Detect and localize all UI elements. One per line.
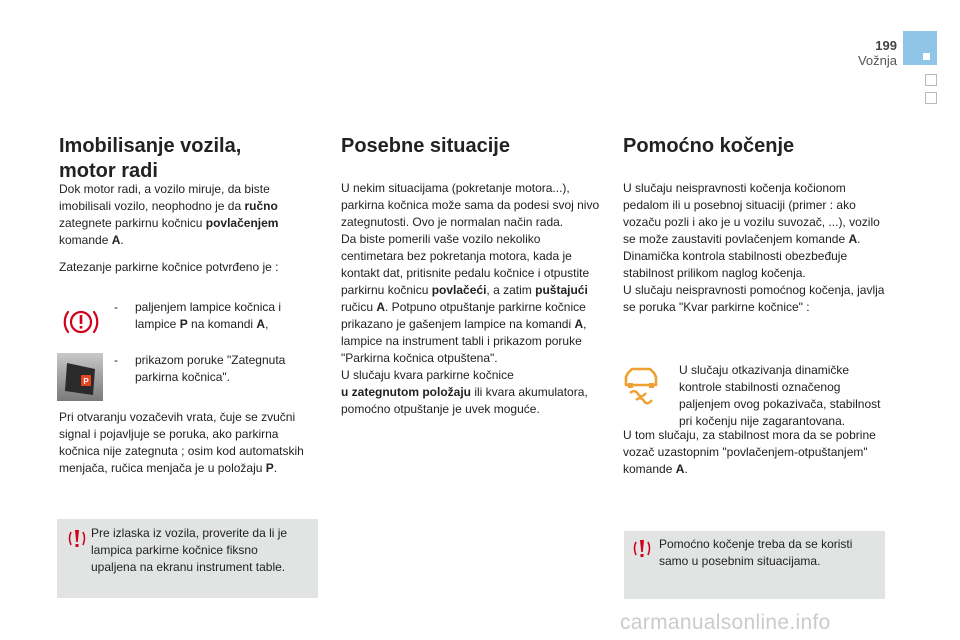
paragraph: Zatezanje parkirne kočnice potvrđeno je : (59, 260, 279, 274)
svg-text:P: P (83, 377, 89, 386)
parking-brake-switch-icon (57, 353, 103, 401)
exclamation-warning-icon (632, 539, 652, 559)
section-title-immobilising: Imobilisanje vozila, motor radi (59, 135, 242, 182)
paragraph: Dok motor radi, a vozilo miruje, da biste imobilisali vozilo, neophodno je da ručno zategnete parkirnu kočnicu povlačenjem komande A. (59, 182, 279, 247)
chapter-title: Vožnja (857, 53, 897, 68)
paragraph: U slučaju neispravnosti kočenja kočionom pedalom ili u posebnoj situaciji (primer : ako vozaču pozli i ako je u vozilu suvozač, ...), vozilo se može zaustaviti povlačenjem komande A. Dinamička kontrola stabilnosti obezbeđuje stabilnost prilikom naglog kočenja. U slučaju neispravnosti pomoćnog kočenja, javlja se poruka "Kvar parkirne kočnice" : (623, 181, 885, 314)
paragraph: U tom slučaju, za stabilnost mora da se pobrine vozač uzastopnim "povlačenjem-otpuštanjem" komande A. (623, 428, 876, 476)
list-dash: - (114, 300, 118, 314)
list-item-text: paljenjem lampice kočnica i lampice P na komandi A, (135, 300, 282, 331)
watermark: carmanualsonline.info (620, 611, 831, 634)
paragraph: U slučaju otkazivanja dinamičke kontrole stabilnosti označenog paljenjem ovog pokazivača, stabilnost pri kočenju nije zagarantovana. (679, 363, 881, 428)
paragraph: Pri otvaranju vozačevih vrata, čuje se zvučni signal i pojavljuje se poruka, ako parkirna kočnica nije zategnuta ; osim kod automatskih menjača, ručica menjača je u položaju P. (59, 410, 304, 475)
chapter-tab (925, 74, 937, 86)
chapter-tab-active (903, 31, 937, 65)
warning-note (624, 531, 885, 599)
warning-note-text: Pomoćno kočenje treba da se koristi samo u posebnim situacijama. (659, 537, 853, 568)
brake-warning-icon (61, 302, 101, 342)
section-title-special-situations: Posebne situacije (341, 135, 510, 157)
warning-note (57, 519, 318, 598)
chapter-tab (925, 92, 937, 104)
list-dash: - (114, 353, 118, 367)
warning-note-text: Pre izlaska iz vozila, proverite da li je lampica parkirne kočnice fiksno upaljena na ekranu instrument table. (91, 526, 288, 574)
page-number: 199 (875, 38, 897, 53)
exclamation-warning-icon (67, 529, 87, 549)
section-title-emergency-braking: Pomoćno kočenje (623, 135, 795, 157)
paragraph: U nekim situacijama (pokretanje motora...), parkirna kočnica može sama da podesi svoj nivo zategnutosti. Ovo je normalan način rada. Da biste pomerili vaše vozilo nekoliko centimetara bez pokretanja motora, kada je kontakt dat, pritisnite pedalu kočnice i otpustite parkirnu kočnicu povlačeći, a zatim puštajući ručicu A. Potpuno otpuštanje parkirne kočnice prikazano je gašenjem lampice na komandi A, lampice na instrument tabli i prikazom poruke "Parkirna kočnica otpuštena". U slučaju kvara parkirne kočnice u zategnutom položaju ili kvara akumulatora, pomoćno otpuštanje je uvek moguće. (341, 181, 600, 416)
esp-warning-icon (620, 367, 662, 405)
list-item-text: prikazom poruke "Zategnuta parkirna kočnica". (135, 353, 286, 384)
